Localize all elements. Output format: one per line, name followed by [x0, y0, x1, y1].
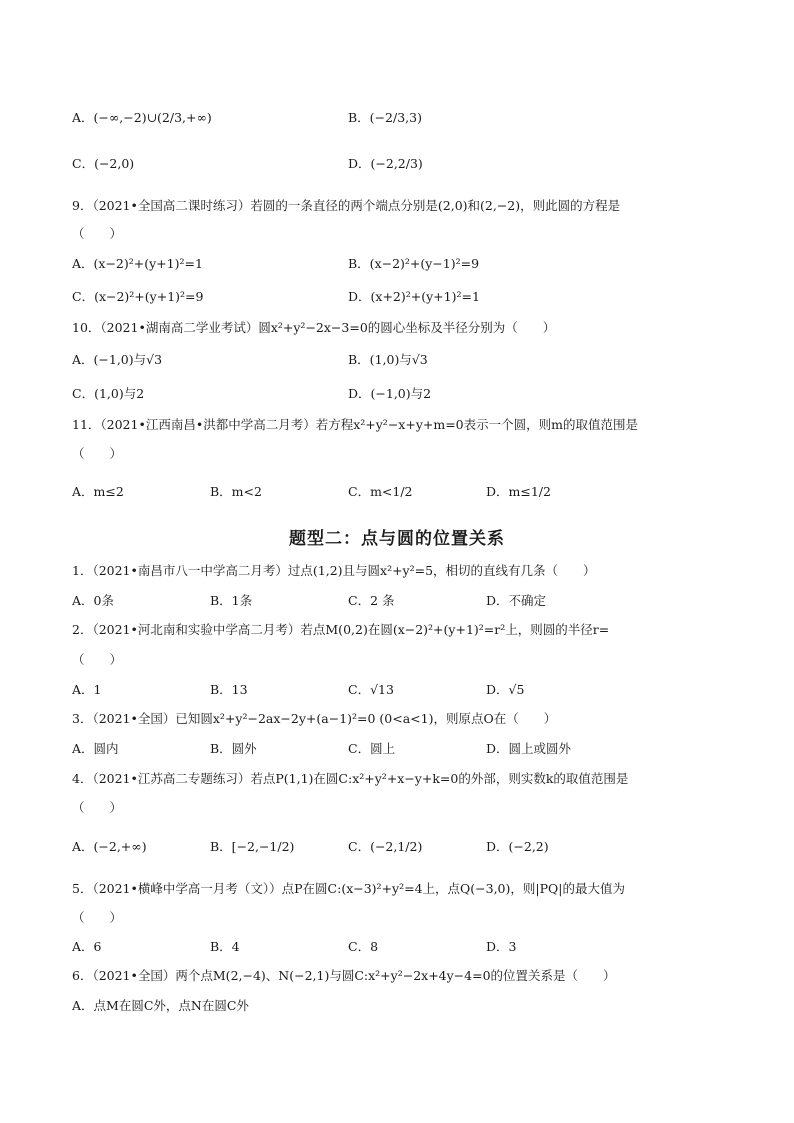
- p1-option-c: C．2 条: [348, 593, 395, 608]
- p2-option-b: B．13: [210, 682, 248, 697]
- p3-option-a: A．圆内: [72, 741, 119, 756]
- q8-option-b: B．(−2/3,3): [348, 110, 422, 125]
- q10-option-b: B．(1,0)与√3: [348, 352, 428, 367]
- q10-option-d: D．(−1,0)与2: [348, 386, 432, 401]
- p6-stem: 6．（2021•全国）两个点M(2,−4)、N(−2,1)与圆C:x²+y²−2x+4y−4=0的位置关系是（ ）: [72, 968, 616, 983]
- q8-option-d: D．(−2,2/3): [348, 156, 423, 171]
- q11-option-d: D．m≤1/2: [486, 484, 551, 499]
- q9-option-b: B．(x−2)²+(y−1)²=9: [348, 256, 480, 271]
- p5-option-c: C．8: [348, 939, 379, 954]
- q10-stem: 10．（2021•湖南高二学业考试）圆x²+y²−2x−3=0的圆心坐标及半径分别为（ ）: [72, 320, 556, 335]
- p2-answer-parens: （ ）: [72, 652, 123, 667]
- q9-stem: 9．（2021•全国高二课时练习）若圆的一条直径的两个端点分别是(2,0)和(2,−2)，则此圆的方程是: [72, 198, 621, 213]
- q8-option-c: C．(−2,0): [72, 156, 135, 171]
- p4-option-d: D．(−2,2): [486, 839, 549, 854]
- p5-option-b: B．4: [210, 939, 240, 954]
- q9-option-a: A．(x−2)²+(y+1)²=1: [72, 256, 203, 271]
- q11-option-b: B．m<2: [210, 484, 262, 499]
- p5-option-d: D．3: [486, 939, 517, 954]
- p1-option-d: D．不确定: [486, 593, 547, 608]
- p3-option-d: D．圆上或圆外: [486, 741, 572, 756]
- q11-option-c: C．m<1/2: [348, 484, 413, 499]
- p1-stem: 1．（2021•南昌市八一中学高二月考）过点(1,2)且与圆x²+y²=5，相切的直线有几条（ ）: [72, 563, 596, 578]
- p4-answer-parens: （ ）: [72, 800, 123, 815]
- p4-option-a: A．(−2,+∞): [72, 839, 147, 854]
- p3-stem: 3．（2021•全国）已知圆x²+y²−2ax−2y+(a−1)²=0 (0<a<1)，则原点O在（ ）: [72, 711, 557, 726]
- q9-option-c: C．(x−2)²+(y+1)²=9: [72, 289, 204, 304]
- q11-option-a: A．m≤2: [72, 484, 124, 499]
- p1-option-b: B．1条: [210, 593, 253, 608]
- p4-option-c: C．(−2,1/2): [348, 839, 423, 854]
- p2-option-c: C．√13: [348, 682, 394, 697]
- p1-option-a: A．0条: [72, 593, 114, 608]
- p3-option-c: C．圆上: [348, 741, 396, 756]
- p6-option-a: A．点M在圆C外，点N在圆C外: [72, 998, 249, 1013]
- q10-option-c: C．(1,0)与2: [72, 386, 145, 401]
- q11-stem: 11．（2021•江西南昌•洪都中学高二月考）若方程x²+y²−x+y+m=0表示一个圆，则m的取值范围是: [72, 417, 638, 432]
- p3-option-b: B．圆外: [210, 741, 257, 756]
- q11-answer-parens: （ ）: [72, 446, 123, 461]
- p4-stem: 4．（2021•江苏高二专题练习）若点P(1,1)在圆C:x²+y²+x−y+k=0的外部，则实数k的取值范围是: [72, 771, 629, 786]
- section-title: 题型二：点与圆的位置关系: [289, 529, 505, 549]
- q10-option-a: A．(−1,0)与√3: [72, 352, 163, 367]
- p5-option-a: A．6: [72, 939, 102, 954]
- p2-stem: 2．（2021•河北南和实验中学高二月考）若点M(0,2)在圆(x−2)²+(y+1)²=r²上，则圆的半径r=: [72, 622, 610, 637]
- p2-option-d: D．√5: [486, 682, 525, 697]
- q9-option-d: D．(x+2)²+(y+1)²=1: [348, 289, 480, 304]
- q9-answer-parens: （ ）: [72, 226, 123, 241]
- p5-answer-parens: （ ）: [72, 910, 123, 925]
- p4-option-b: B．[−2,−1/2): [210, 839, 295, 854]
- p5-stem: 5．（2021•横峰中学高一月考（文））点P在圆C:(x−3)²+y²=4上，点Q(−3,0)，则|PQ|的最大值为: [72, 881, 625, 896]
- q8-option-a: A．(−∞,−2)∪(2/3,+∞): [72, 110, 212, 125]
- p2-option-a: A．1: [72, 682, 102, 697]
